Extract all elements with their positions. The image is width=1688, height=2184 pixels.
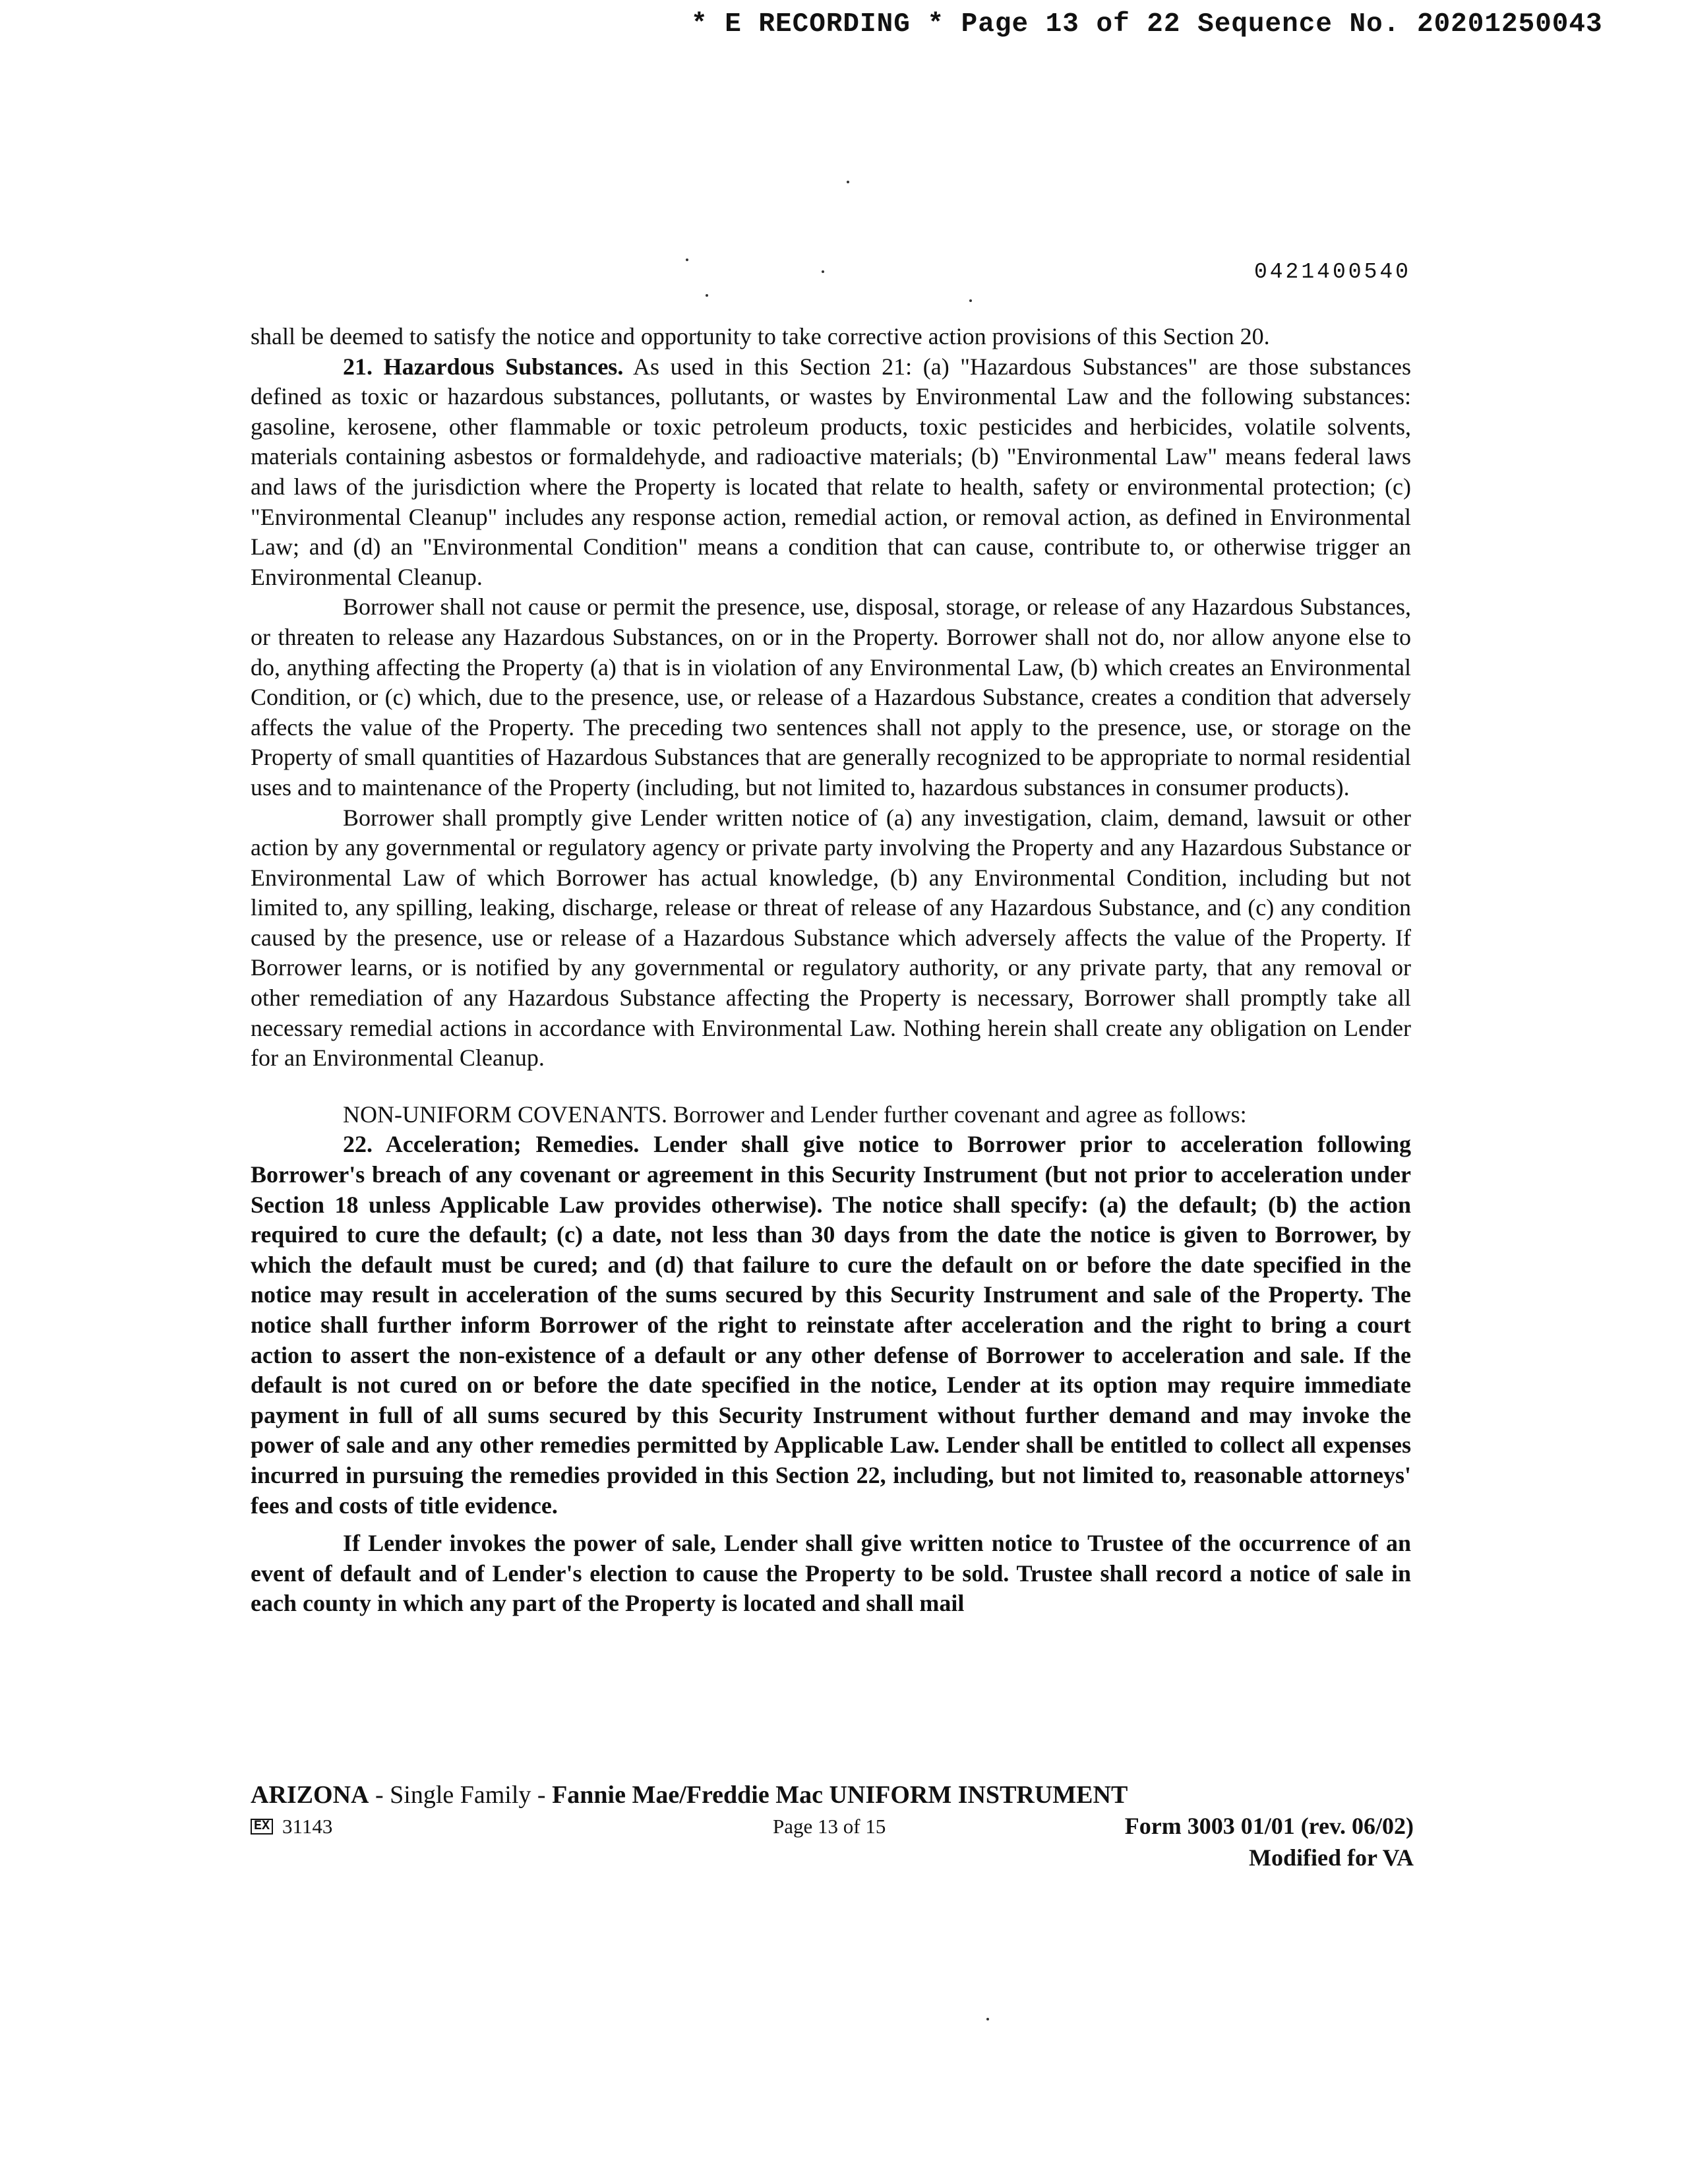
footer-form-code xyxy=(251,1815,332,1838)
footer-family: - Single Family - xyxy=(369,1781,553,1809)
footer-form-number: Form 3003 01/01 (rev. 06/02) xyxy=(1124,1813,1414,1839)
footer-modified-note: Modified for VA xyxy=(1248,1844,1414,1871)
scan-speck xyxy=(969,299,972,302)
section-22-paragraph: 22. Acceleration; Remedies. Lender shall give notice to Borrower prior to acceleration following Borrower's breach of any covenant or agreement in this Security Instrument (but not prior to acceleration under Section 18 unless Applicable Law provides otherwise). The notice shall specify: (a) the default; (b) the action required to cure the default; (c) a date, not less than 30 days from the date the notice is given to Borrower, by which the default must be cured; and (d) that failure to cure the default on or before the date specified in the notice may result in acceleration of the sums secured by this Security Instrument and sale of the Property. The notice shall further inform Borrower of the right to reinstate after acceleration and the right to bring a court action to assert the non-existence of a default or any other defense of Borrower to acceleration and sale. If the default is not cured on or before the date specified in the notice, Lender at its option may require immediate payment in full of all sums secured by this Security Instrument without further demand and may invoke the power of sale and any other remedies permitted by Applicable Law. Lender shall be entitled to collect all expenses incurred in pursuing the remedies provided in this Section 22, including, but not limited to, reasonable attorneys' fees and costs of title evidence. xyxy=(251,1131,1411,1519)
footer-instrument: Fannie Mae/Freddie Mac UNIFORM INSTRUMENT xyxy=(552,1781,1128,1809)
scan-speck xyxy=(986,2018,989,2020)
footer-state: ARIZONA xyxy=(251,1781,369,1809)
footer-instrument-title xyxy=(251,1780,1414,1809)
loan-number: 0421400540 xyxy=(1253,260,1411,284)
document-footer xyxy=(251,1780,1414,1871)
ex-logo-icon: EX xyxy=(251,1819,273,1835)
section-21-text: As used in this Section 21: (a) "Hazardous Substances" are those substances defined as toxic or hazardous substances, pollutants, or wastes by Environmental Law and the following substances: gasoline, kerosene, other flammable or toxic petroleum products, toxic pesticides and herbicides, volatile solvents, materials containing asbestos or formaldehyde, and radioactive materials; (b) "Environmental Law" means federal laws and laws of the jurisdiction where the Property is located that relate to health, safety or environmental protection; (c) "Environmental Cleanup" includes any response action, remedial action, or removal action, as defined in Environmental Law; and (d) an "Environmental Condition" means a condition that can cause, contribute to, or otherwise trigger an Environmental Cleanup. xyxy=(251,353,1412,590)
non-uniform-covenants-heading: NON-UNIFORM COVENANTS. Borrower and Lender further covenant and agree as follows: xyxy=(343,1101,1247,1128)
power-of-sale-paragraph: If Lender invokes the power of sale, Lender shall give written notice to Trustee of the occurrence of an event of default and of Lender's election to cause the Property to be sold. Trustee shall record a notice of sale in each county in which any part of the Property is located and shall mail xyxy=(251,1530,1411,1617)
paragraph-continuation: shall be deemed to satisfy the notice and opportunity to take corrective action provisions of this Section 20. xyxy=(251,323,1270,349)
section-21-paragraph xyxy=(251,352,1411,593)
form-code-text: 31143 xyxy=(282,1815,333,1838)
scan-speck xyxy=(847,181,849,183)
scan-speck xyxy=(686,258,688,261)
section-21-heading: 21. Hazardous Substances. xyxy=(343,353,624,380)
recording-header: * E RECORDING * Page 13 of 22 Sequence No. 20201250043 xyxy=(691,9,1603,40)
footer-page-label: Page 13 of 15 xyxy=(773,1815,886,1838)
scan-speck xyxy=(822,270,824,273)
hazardous-use-paragraph: Borrower shall not cause or permit the presence, use, disposal, storage, or release of any Hazardous Substances, or threaten to release any Hazardous Substances, on or in the Property. Borrower shall not do, nor allow anyone else to do, anything affecting the Property (a) that is in violation of any Environmental Law, (b) which creates an Environmental Condition, or (c) which, due to the presence, use, or release of a Hazardous Substance, creates a condition that adversely affects the value of the Property. The preceding two sentences shall not apply to the presence, use, or storage on the Property of small quantities of Hazardous Substances that are generally recognized to be appropriate to normal residential uses and to maintenance of the Property (including, but not limited to, hazardous substances in consumer products). xyxy=(251,593,1411,801)
document-body xyxy=(251,322,1411,1619)
footer-row xyxy=(251,1812,1414,1842)
scan-speck xyxy=(706,294,708,297)
notice-paragraph: Borrower shall promptly give Lender written notice of (a) any investigation, claim, demand, lawsuit or other action by any governmental or regulatory agency or private party involving the Property and any Hazardous Substance or Environmental Law of which Borrower has actual knowledge, (b) any Environmental Condition, including but not limited to, any spilling, leaking, discharge, release or threat of release of any Hazardous Substance, and (c) any condition caused by the presence, use or release of a Hazardous Substance which adversely affects the value of the Property. If Borrower learns, or is notified by any governmental or regulatory authority, or any private party, that any removal or other remediation of any Hazardous Substance affecting the Property is necessary, Borrower shall promptly take all necessary remedial actions in accordance with Environmental Law. Nothing herein shall create any obligation on Lender for an Environmental Cleanup. xyxy=(251,804,1411,1072)
